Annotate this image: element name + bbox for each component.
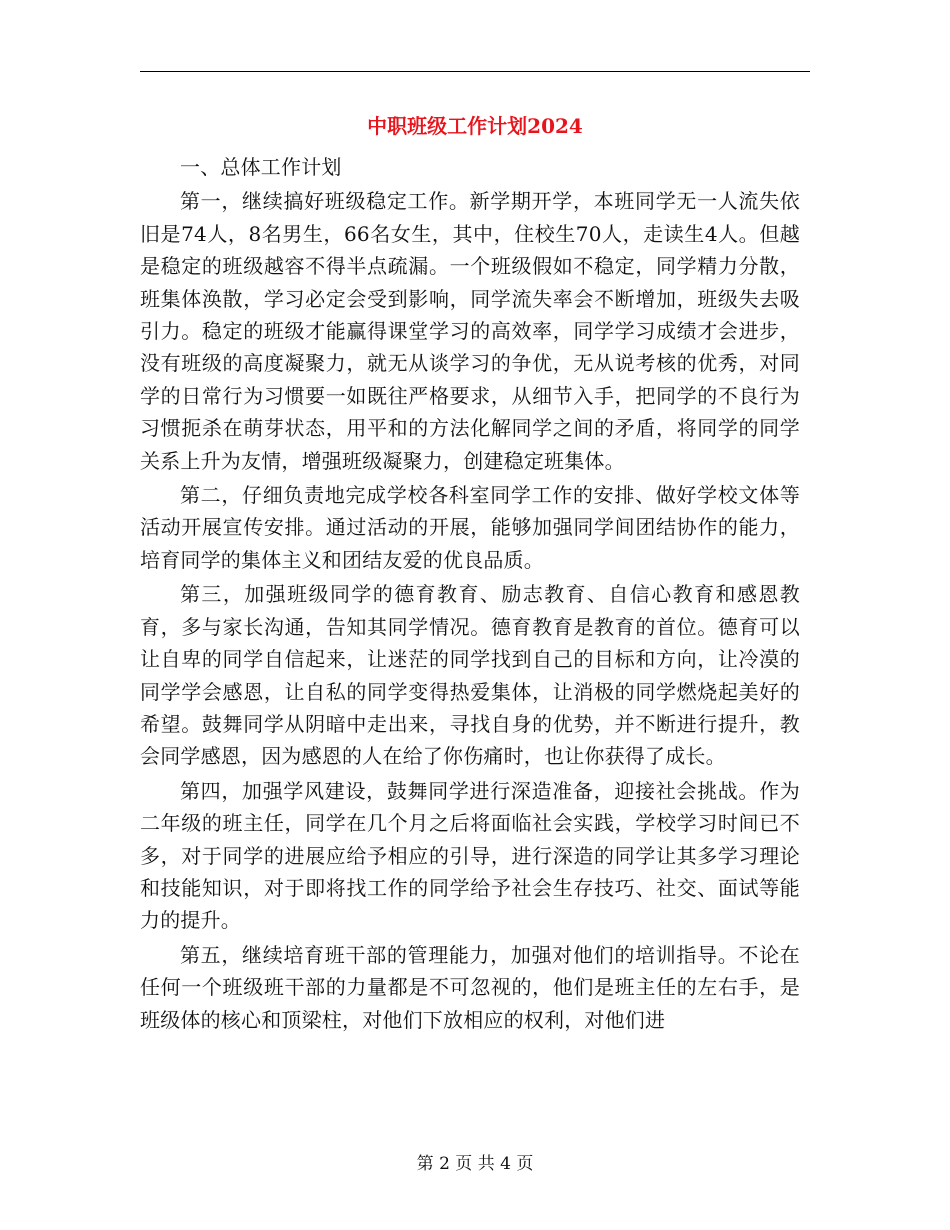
section-heading: 一、总体工作计划 <box>180 155 342 179</box>
page-number: 第 2 页 共 4 页 <box>416 1154 534 1174</box>
paragraph-5: 第五，继续培育班干部的管理能力，加强对他们的培训指导。不论在任何一个班级班干部的力量都是不可忽视的，他们是班主任的左右手，是班级体的核心和顶梁柱，对他们下放相应的权利，对他们进 <box>140 942 800 1032</box>
paragraph-1: 第一，继续搞好班级稳定工作。新学期开学，本班同学无一人流失依旧是74人，8名男生，66名女生，其中，住校生70人，走读生4人。但越是稳定的班级越容不得半点疏漏。一个班级假如不稳定，同学精力分散，班集体涣散，学习必定会受到影响，同学流失率会不断增加，班级失去吸引力。稳定的班级才能赢得课堂学习的高效率，同学学习成绩才会进步，没有班级的高度凝聚力，就无从谈学习的争优，无从说考核的优秀，对同学的日常行为习惯要一如既往严格要求，从细节入手，把同学的不良行为习惯扼杀在萌芽状态，用平和的方法化解同学之间的矛盾，将同学的同学关系上升为友情，增强班级凝聚力，创建稳定班集体。 <box>140 189 800 473</box>
paragraph-3: 第三，加强班级同学的德育教育、励志教育、自信心教育和感恩教育，多与家长沟通，告知其同学情况。德育教育是教育的首位。德育可以让自卑的同学自信起来，让迷茫的同学找到自己的目标和方向，让冷漠的同学学会感恩，让自私的同学变得热爱集体，让消极的同学燃烧起美好的希望。鼓舞同学从阴暗中走出来，寻找自身的优势，并不断进行提升，教会同学感恩，因为感恩的人在给了你伤痛时，也让你获得了成长。 <box>140 582 800 769</box>
header-rule <box>140 71 810 72</box>
paragraph-2: 第二，仔细负责地完成学校各科室同学工作的安排、做好学校文体等活动开展宣传安排。通过活动的开展，能够加强同学间团结协作的能力，培育同学的集体主义和团结友爱的优良品质。 <box>140 483 800 572</box>
paragraph-4: 第四，加强学风建设，鼓舞同学进行深造准备，迎接社会挑战。作为二年级的班主任，同学在几个月之后将面临社会实践，学校学习时间已不多，对于同学的进展应给予相应的引导，进行深造的同学让其多学习理论和技能知识，对于即将找工作的同学给予社会生存技巧、社交、面试等能力的提升。 <box>140 778 800 933</box>
document-title: 中职班级工作计划2024 <box>367 114 583 138</box>
document-body <box>140 151 800 1036</box>
